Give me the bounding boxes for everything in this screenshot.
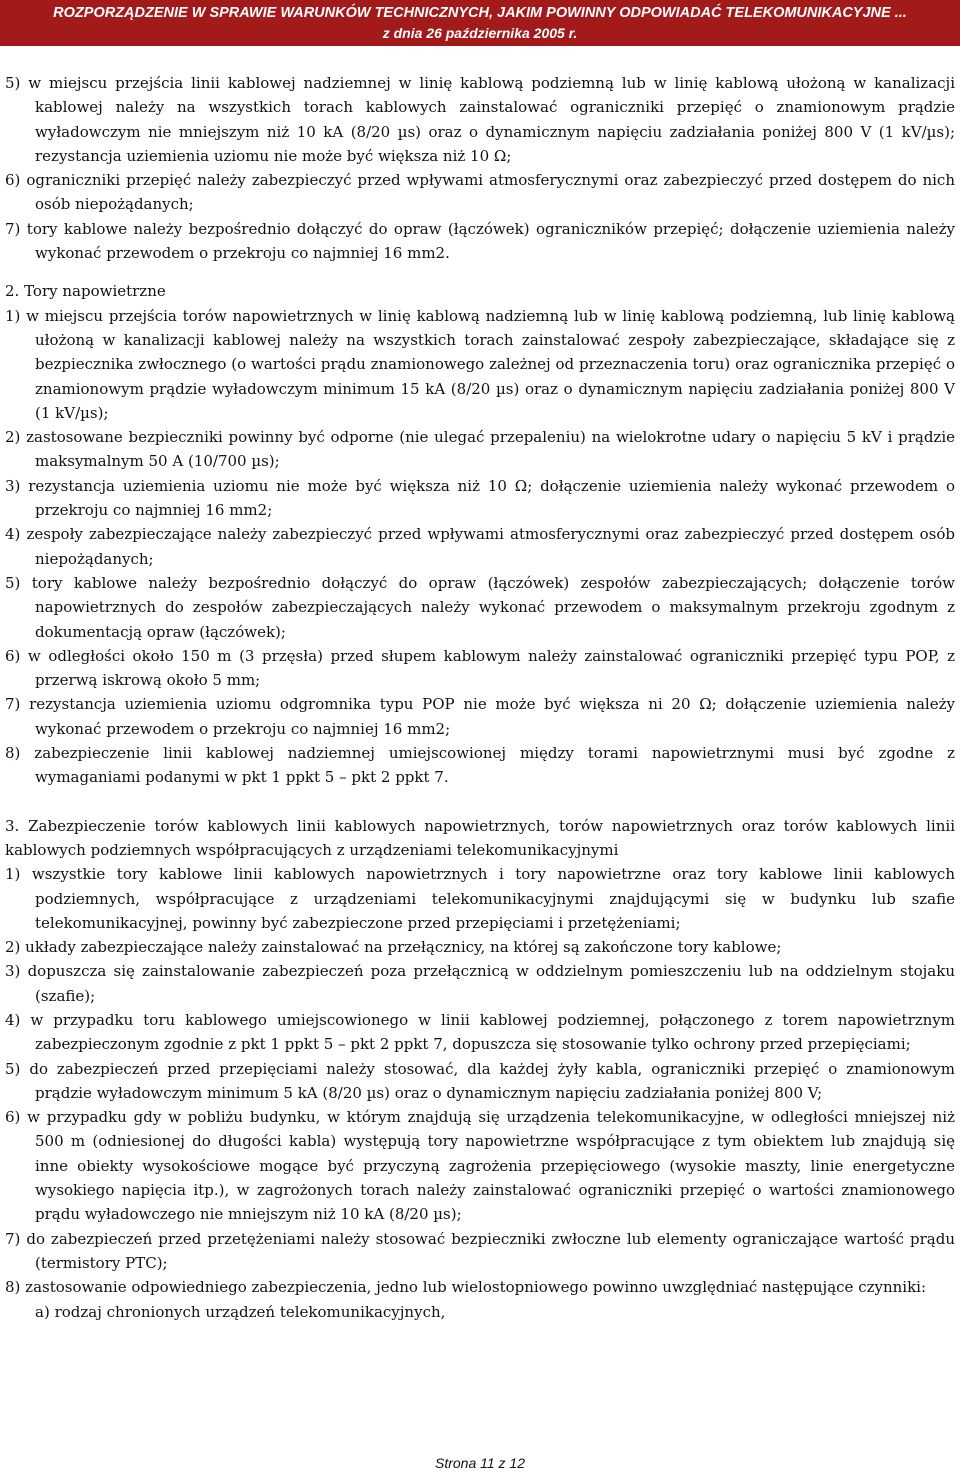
paragraph-item: 4) zespoły zabezpieczające należy zabezpieczyć przed wpływami atmosferycznymi oraz zabezpieczyć przed dostępem osób niepożądanych; — [5, 525, 955, 568]
paragraph-item: 7) tory kablowe należy bezpośrednio dołączyć do opraw (łączówek) ograniczników przepięć; dołączenie uziemienia należy wykonać przewodem o przekroju co najmniej 16 mm2. — [5, 219, 955, 263]
paragraph-item: 7) do zabezpieczeń przed przetężeniami należy stosować bezpieczniki zwłoczne lub elementy ograniczające wartość prądu (termistory PTC); — [5, 1229, 955, 1272]
paragraph-item: 3) rezystancja uziemienia uziomu nie może być większa niż 10 Ω; dołączenie uziemienia należy wykonać przewodem o przekroju co najmniej 16 mm2; — [5, 476, 955, 520]
header-date: z dnia 26 października 2005 r. — [382, 25, 578, 41]
paragraph-item: 1) wszystkie tory kablowe linii kablowych napowietrznych i tory napowietrzne oraz tory kablowe linii kablowych podziemnych, współpracujące z urządzeniami telekomunikacyjnymi znajdującymi się w budynku lub szafie telekomunikacyjnej, powinny być zabezpieczone przed przepięciami i przetężeniami; — [5, 865, 955, 932]
document-body — [5, 71, 955, 1324]
paragraph-item: 2) zastosowane bezpieczniki powinny być odporne (nie ulegać przepaleniu) na wielokrotne udary o napięciu 5 kV i prądzie maksymalnym 50 A (10/700 µs); — [5, 428, 955, 471]
sub-item: a) rodzaj chronionych urządzeń telekomunikacyjnych, — [35, 1302, 446, 1321]
paragraph-item: 8) zabezpieczenie linii kablowej nadziemnej umiejscowionej między torami napowietrznymi musi być zgodne z wymaganiami podanymi w pkt 1 ppkt 5 – pkt 2 ppkt 7. — [5, 744, 955, 787]
page-number: Strona 11 z 12 — [434, 1455, 526, 1471]
header-title: ROZPORZĄDZENIE W SPRAWIE WARUNKÓW TECHNICZNYCH, JAKIM POWINNY ODPOWIADAĆ TELEKOMUNIKACYJNE ... — [53, 5, 907, 21]
paragraph-item: 4) w przypadku toru kablowego umiejscowionego w linii kablowej podziemnej, połączonego z torem napowietrznym zabezpieczonym zgodnie z pkt 1 ppkt 5 – pkt 2 ppkt 7, dopuszcza się stosowanie tylko ochrony przed przepięciami; — [5, 1010, 955, 1054]
paragraph-item: 2) układy zabezpieczające należy zainstalować na przełącznicy, na której są zakończone tory kablowe; — [5, 938, 782, 957]
document-header — [0, 0, 960, 46]
paragraph-item: 7) rezystancja uziemienia uziomu odgromnika typu POP nie może być większa ni 20 Ω; dołączenie uziemienia należy wykonać przewodem o przekroju co najmniej 16 mm2; — [5, 695, 955, 738]
paragraph-item: 6) ograniczniki przepięć należy zabezpieczyć przed wpływami atmosferycznymi oraz zabezpieczyć przed dostępem do nich osób niepożądanych; — [5, 171, 955, 214]
section-heading: 3. Zabezpieczenie torów kablowych linii kablowych napowietrznych, torów napowietrznych oraz torów kablowych linii kablowych podziemnych współpracujących z urządzeniami telekomunikacyjnymi — [5, 816, 955, 859]
paragraph-item: 5) tory kablowe należy bezpośrednio dołączyć do opraw (łączówek) zespołów zabezpieczających; dołączenie torów napowietrznych do zespołów zabezpieczających należy wykonać przewodem o maksymalnym przekroju zgodnym z dokumentacją opraw (łączówek); — [5, 573, 955, 641]
paragraph-item: 5) w miejscu przejścia linii kablowej nadziemnej w linię kablową podziemną lub w linię kablową ułożoną w kanalizacji kablowej należy na wszystkich torach kablowych zainstalować ograniczniki przepięć o znamionowym prądzie wyładowczym nie mniejszym niż 10 kA (8/20 µs) oraz o dynamicznym napięciu zadziałania poniżej 800 V (1 kV/µs); rezystancja uziemienia uziomu nie może być większa niż 10 Ω; — [5, 74, 955, 165]
paragraph-item: 6) w przypadku gdy w pobliżu budynku, w którym znajdują się urządzenia telekomunikacyjne, w odległości mniejszej niż 500 m (odniesionej do długości kabla) występują tory napowietrzne współpracujące z tym obiektem lub znajdują się inne obiekty wysokościowe mogące być przyczyną zagrożenia przepięciowego (wysokie maszty, linie energetyczne wysokiego napięcia itp.), w zagrożonych torach należy zainstalować ograniczniki przepięć o wartości znamionowego prądu wyładowczego nie mniejszym niż 10 kA (8/20 µs); — [5, 1108, 955, 1224]
paragraph-item: 6) w odległości około 150 m (3 przęsła) przed słupem kablowym należy zainstalować ograniczniki przepięć typu POP, z przerwą iskrową około 5 mm; — [5, 646, 955, 690]
paragraph-item: 5) do zabezpieczeń przed przepięciami należy stosować, dla każdej żyły kabla, ograniczniki przepięć o znamionowym prądzie wyładowczym minimum 5 kA (8/20 µs) oraz o dynamicznym napięciu zadziałania poniżej 800 V; — [5, 1059, 955, 1102]
section-heading: 2. Tory napowietrzne — [5, 282, 166, 301]
paragraph-item: 3) dopuszcza się zainstalowanie zabezpieczeń poza przełącznicą w oddzielnym pomieszczeniu lub na oddzielnym stojaku (szafie); — [5, 962, 955, 1005]
paragraph-item: 1) w miejscu przejścia torów napowietrznych w linię kablową nadziemną lub w linię kablową podziemną, lub linię kablową ułożoną w kanalizacji kablowej należy na wszystkich torach zainstalować zespoły zabezpieczające, składające się z bezpiecznika zwłocznego (o wartości prądu znamionowego zależnej od przeznaczenia toru) oraz ogranicznika przepięć o znamionowym prądzie wyładowczym minimum 15 kA (8/20 µs) oraz o dynamicznym napięciu zadziałania poniżej 800 V (1 kV/µs); — [5, 306, 955, 422]
paragraph-item: 8) zastosowanie odpowiedniego zabezpieczenia, jedno lub wielostopniowego powinno uwzględniać następujące czynniki: — [5, 1278, 927, 1297]
